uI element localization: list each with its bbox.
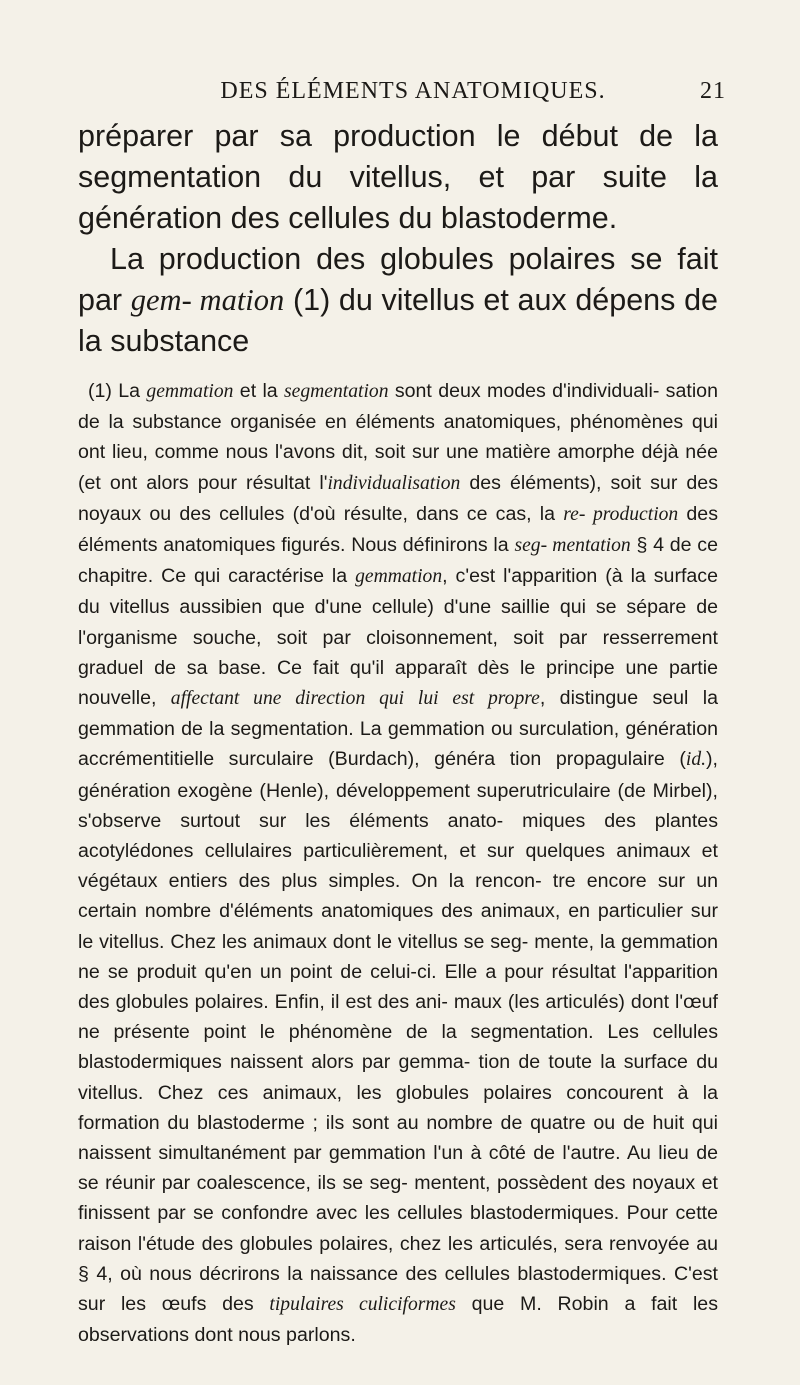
footnote-text: (1) La [88,380,147,402]
footnote-italic: affectant une direction qui lui est propre [170,688,540,710]
page-header [78,78,726,114]
footnote [78,376,718,1351]
footnote-paragraph [78,376,718,1351]
footnote-text: , c'est l'apparition (à la surface du vitellus aussibien que d'une cellule) d'une saillie qui se sépare de l'organisme souche, soit par cloisonnement, soit par resserrement graduel de sa base. Ce fait qu'il apparaît dès le principe une partie nouvelle, [78,565,719,710]
main-text [78,116,718,362]
page-number: 21 [700,78,726,104]
main-paragraph-2-text-2: (1) du vitellus et aux dépens de la substance [78,283,718,358]
footnote-text: des éléments), soit sur des noyaux ou des cellules (d'où résulte, dans ce cas, la [78,471,718,525]
footnote-text: des éléments anatomiques figurés. Nous définirons la [78,502,718,557]
book-page [78,78,726,1351]
footnote-italic: tipulaires culiciformes [269,1294,456,1316]
footnote-italic: seg- mentation [514,535,631,557]
footnote-text: que M. Robin a fait les observations dont nous parlons. [78,1293,718,1347]
main-paragraph-2-text-1: La production des globules polaires se fait par [78,242,718,317]
footnote-text: et la [233,380,285,402]
main-paragraph-2 [78,239,718,362]
main-paragraph-1: préparer par sa production le début de la segmentation du vitellus, et par suite la génération des cellules du blastoderme. [78,119,718,235]
footnote-italic: segmentation [284,381,389,402]
footnote-text: § 4 de ce chapitre. Ce qui caractérise la [78,534,718,588]
footnote-text: sont deux modes d'individuali- sation de la substance organisée en éléments anatomiques, phénomènes qui ont lieu, comme nous l'avons dit, soit sur une matière amorphe déjà née (et ont alors pour résultat l' [78,380,718,494]
footnote-italic: gemmation [355,566,443,588]
running-title: DES ÉLÉMENTS ANATOMIQUES. [220,78,606,104]
footnote-italic: re- production [563,503,679,525]
footnote-text: , distingue seul la gemmation de la segmentation. La gemmation ou surculation, génération accrémentitielle surculaire (Burdach), généra tion propagulaire ( [78,687,719,771]
footnote-text: ), génération exogène (Henle), développement superutriculaire (de Mirbel), s'observe surtout sur les éléments anato- miques des plantes acotylédones cellulaires particulièrement, et sur quelques animaux et végétaux entiers des plus simples. On la rencon- tre encore sur un certain nombre d'éléments anatomiques des animaux, en particulier sur le vitellus. Chez les animaux dont le vitellus se seg- mente, la gemmation ne se produit qu'en un point de celui-ci. Elle a pour résultat l'apparition des globules polaires. Enfin, il est des ani- maux (les articulés) dont l'œuf ne présente point le phénomène de la segmentation. Les cellules blastodermiques naissent alors par gemma- tion de toute la surface du vitellus. Chez ces animaux, les globules polaires concourent à la formation du blastoderme ; ils sont au nombre de quatre ou de huit qui naissent simultanément par gemmation l'un à côté de l'autre. Au lieu de se réunir par coalescence, ils se seg- mentent, possèdent des noyaux et finissent par se confondre avec les cellules blastodermiques. Pour cette raison l'étude des globules polaires, chez les articulés, sera renvoyée au § 4, où nous décrirons la naissance des cellules blastodermiques. C'est sur les œufs des [78,748,718,1316]
footnote-italic: gemmation [146,381,234,402]
footnote-italic: id. [685,749,707,771]
gemmation-term: gem- mation [130,283,285,317]
footnote-italic: individualisation [327,472,461,494]
